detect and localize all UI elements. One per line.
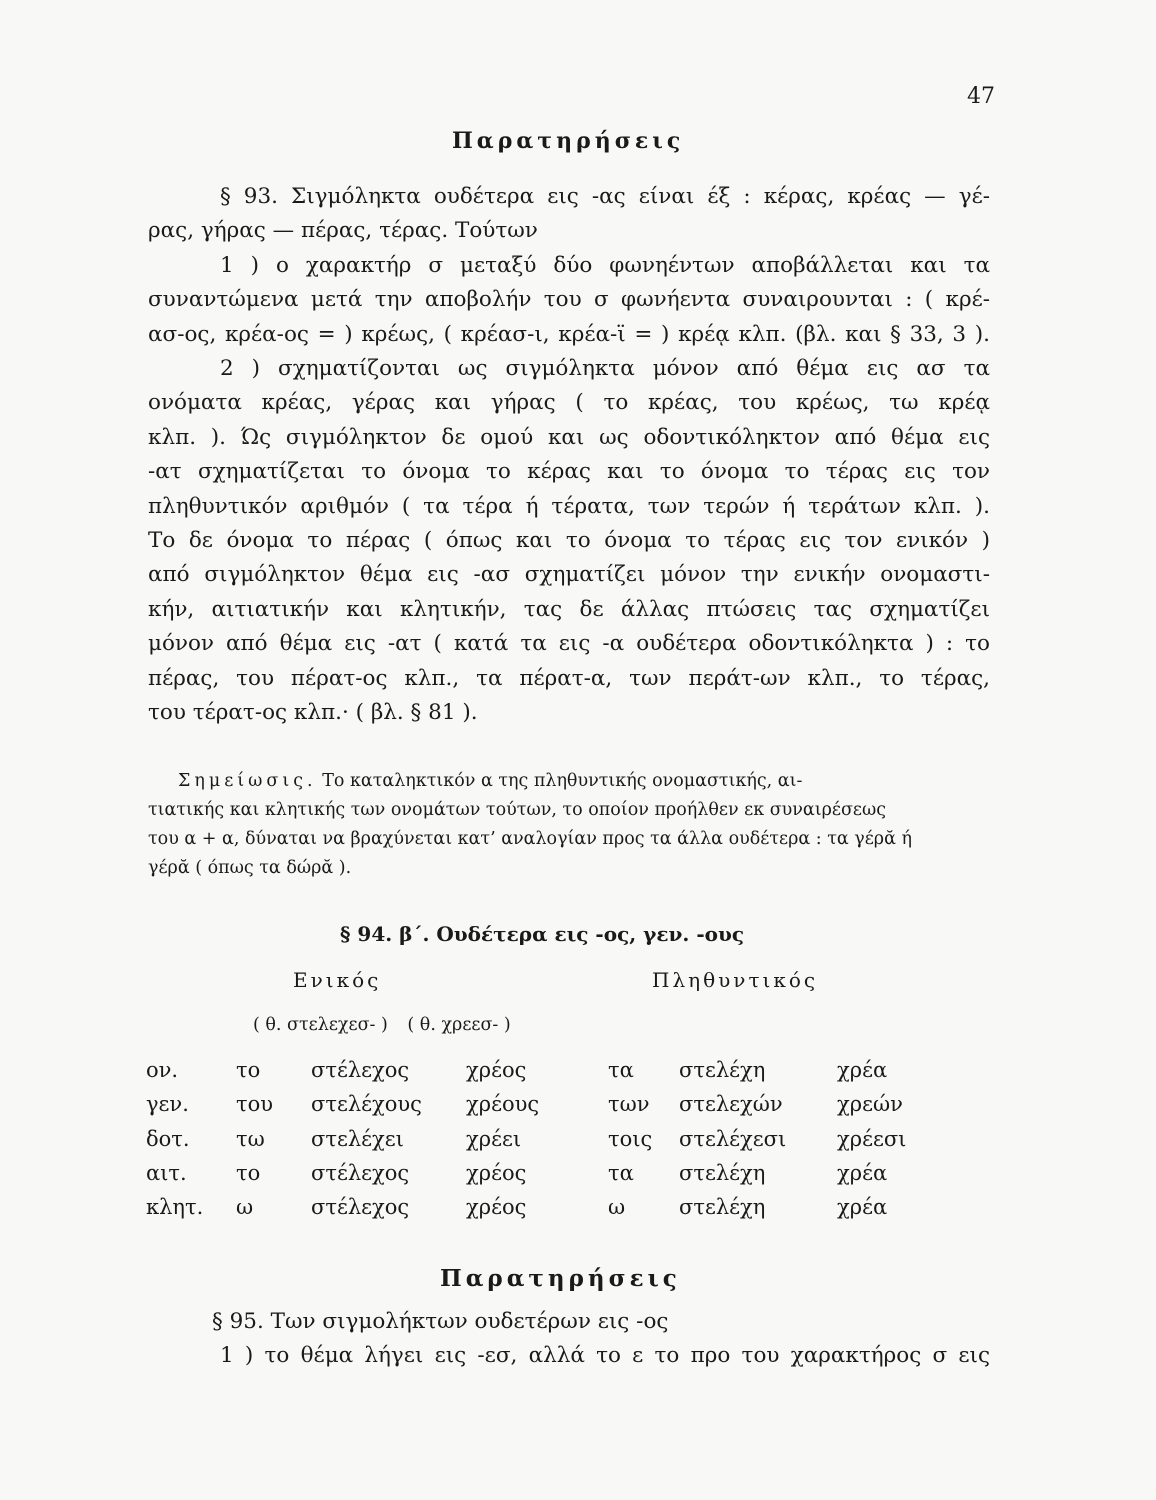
text-line: συναντώμενα μετά την αποβολήν του σ φωνήεντα συναιρουνται : ( κρέ- — [148, 287, 990, 313]
form: στέλεχος — [311, 1195, 410, 1219]
form: στέλεχος — [311, 1058, 410, 1082]
text-line: ρας, γήρας — πέρας, τέρας. Τούτων — [148, 218, 538, 244]
text-line: 1 ) ο χαρακτήρ σ μεταξύ δύο φωνηέντων αποβάλλεται και τα — [220, 252, 990, 278]
text-line: μόνον από θέμα εις -ατ ( κατά τα εις -α ουδέτερα οδοντικόληκτα ) : το — [148, 631, 990, 657]
article-plural: των — [608, 1092, 650, 1116]
page-number: 47 — [967, 84, 995, 109]
note-label: Σημείωσις. — [178, 771, 317, 791]
form: στελέχη — [679, 1195, 766, 1219]
observations-heading: Παρατηρήσεις — [452, 128, 685, 154]
form: στελεχών — [679, 1092, 783, 1116]
section-94-title: § 94. β΄. Ουδέτερα εις -ος, γεν. -ους — [340, 922, 745, 946]
article-singular: το — [236, 1161, 261, 1185]
article-plural: ω — [608, 1195, 626, 1219]
article-plural: τα — [608, 1058, 634, 1082]
text-line: του τέρατ-ος κλπ.· ( βλ. § 81 ). — [148, 700, 478, 726]
form: στελέχη — [679, 1058, 766, 1082]
text-line: § 95. Των σιγμολήκτων ουδετέρων εις -ος — [212, 1309, 669, 1334]
form: χρέεσι — [837, 1127, 907, 1151]
singular-label: Ενικός — [293, 968, 382, 992]
text-line: πληθυντικόν αριθμόν ( τα τέρα ή τέρατα, των τερών ή τεράτων κλπ. ). — [148, 493, 990, 519]
form: χρέα — [837, 1058, 888, 1082]
text-line: § 93. Σιγμόληκτα ουδέτερα εις -ας είναι έξ : κέρας, κρέας — γέ- — [220, 184, 990, 209]
declension-row — [0, 1127, 1156, 1161]
declension-row — [0, 1058, 1156, 1092]
text-line: 2 ) σχηματίζονται ως σιγμόληκτα μόνον από θέμα εις ασ τα — [220, 356, 990, 382]
stem-label: ( θ. χρεεσ- ) — [407, 1015, 511, 1035]
declension-row — [0, 1161, 1156, 1195]
article-plural: τοις — [608, 1127, 653, 1151]
declension-row — [0, 1195, 1156, 1229]
form: χρέος — [466, 1161, 527, 1185]
note-line — [178, 767, 990, 796]
case-label: γεν. — [146, 1092, 189, 1116]
article-singular: ω — [236, 1195, 254, 1219]
text-line: κλπ. ). Ώς σιγμόληκτον δε ομού και ως οδοντικόληκτον από θέμα εις — [148, 424, 990, 450]
form: στελέχη — [679, 1161, 766, 1185]
form: στέλεχος — [311, 1161, 410, 1185]
form: χρεών — [837, 1092, 903, 1116]
article-singular: του — [236, 1092, 274, 1116]
note-line: τιατικής και κλητικής των ονομάτων τούτων, το οποίον προήλθεν εκ συναιρέσεως — [148, 800, 887, 820]
form: στελέχει — [311, 1127, 404, 1151]
text-line: 1 ) το θέμα λήγει εις -εσ, αλλά το ε το προ του χαρακτήρος σ εις — [220, 1343, 990, 1369]
note-block — [148, 767, 990, 883]
text-line: κήν, αιτιατικήν και κλητικήν, τας δε άλλας πτώσεις τας σχηματίζει — [148, 596, 990, 622]
article-plural: τα — [608, 1161, 634, 1185]
form: χρέα — [837, 1195, 888, 1219]
form: χρέους — [466, 1092, 540, 1116]
form: στελέχους — [311, 1092, 422, 1116]
stem-labels — [253, 1015, 525, 1035]
note-line: γέρᾰ ( όπως τα δώρᾰ ). — [148, 858, 352, 878]
note-line: του α + α, δύναται να βραχύνεται κατ’ αναλογίαν προς τα άλλα ουδέτερα : τα γέρᾰ ή — [148, 829, 912, 849]
form: χρέει — [466, 1127, 522, 1151]
note-text: Το καταληκτικόν α της πληθυντικής ονομαστικής, αι- — [322, 771, 803, 791]
form: στελέχεσι — [679, 1127, 787, 1151]
plural-label: Πληθυντικός — [652, 968, 819, 992]
form: χρέος — [466, 1195, 527, 1219]
text-line: -ατ σχηματίζεται το όνομα το κέρας και το όνομα το τέρας εις τον — [148, 459, 990, 485]
case-label: ον. — [146, 1058, 179, 1082]
case-label: δοτ. — [146, 1127, 190, 1151]
text-line: ασ-ος, κρέα-ος = ) κρέως, ( κρέασ-ι, κρέα-ϊ = ) κρέᾳ κλπ. (βλ. και § 33, 3 ). — [148, 321, 990, 347]
section-95-text — [148, 1305, 990, 1374]
form: χρέος — [466, 1058, 527, 1082]
form: χρέα — [837, 1161, 888, 1185]
article-singular: τω — [236, 1127, 265, 1151]
text-line: ονόματα κρέας, γέρας και γήρας ( το κρέας, του κρέως, τω κρέᾳ — [148, 390, 990, 416]
declension-row — [0, 1092, 1156, 1126]
text-line: από σιγμόληκτον θέμα εις -ασ σχηματίζει μόνον την ενικήν ονομαστι- — [148, 562, 990, 588]
article-singular: το — [236, 1058, 261, 1082]
section-93-text — [148, 180, 990, 731]
stem-label: ( θ. στελεχεσ- ) — [253, 1015, 388, 1035]
observations-heading: Παρατηρήσεις — [440, 1265, 681, 1292]
case-label: αιτ. — [146, 1161, 187, 1185]
case-label: κλητ. — [146, 1195, 204, 1219]
text-line: πέρας, του πέρατ-ος κλπ., τα πέρατ-α, των περάτ-ων κλπ., το τέρας, — [148, 665, 990, 691]
text-line: Το δε όνομα το πέρας ( όπως και το όνομα το τέρας εις τον ενικόν ) — [148, 528, 990, 554]
